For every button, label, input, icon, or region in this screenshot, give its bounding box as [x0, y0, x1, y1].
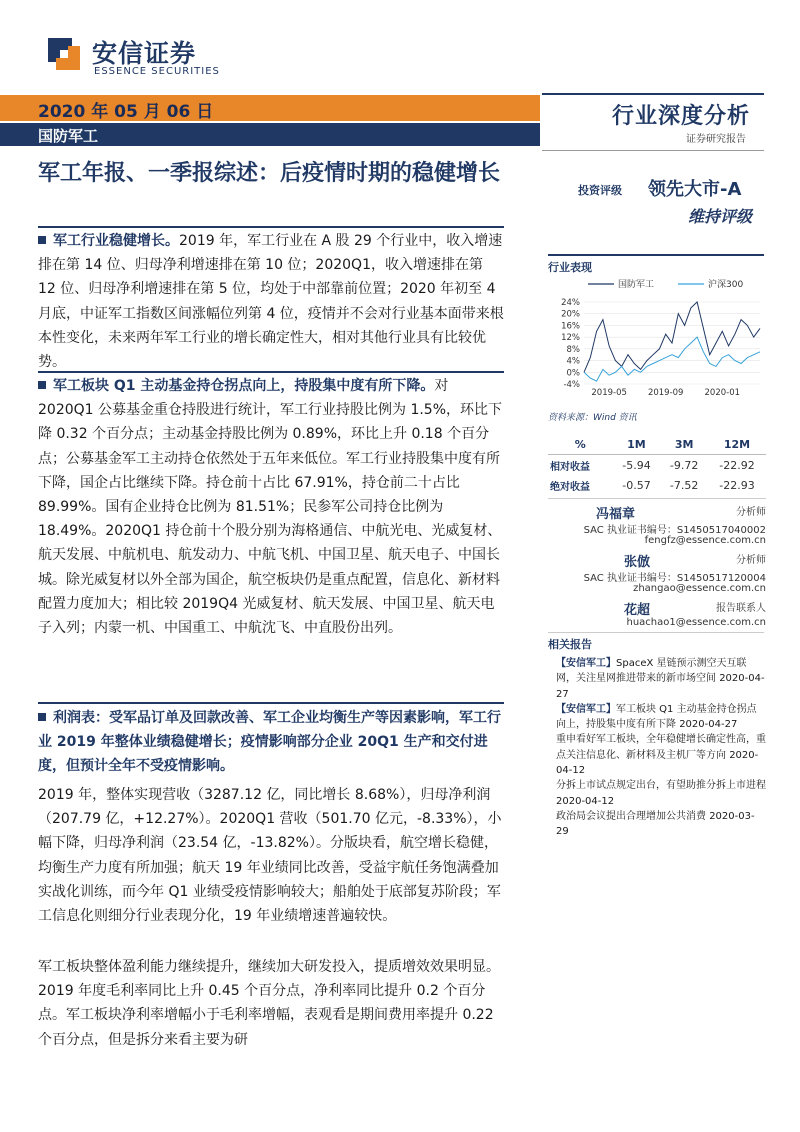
- y-tick-label: -4%: [563, 380, 580, 390]
- analyst-email[interactable]: fengfz@essence.com.cn: [644, 535, 766, 546]
- related-text: 政治局会议提出合理增加公共消费: [556, 810, 706, 822]
- table-header: 3M: [660, 434, 708, 455]
- section-lead: 利润表：受军品订单及回款改善、军工企业均衡生产等因素影响，军工行业 2019 年整体业绩稳健增长；疫情影响部分企业 20Q1 生产和交付进度，但预计全年不受疫情影响。: [38, 710, 501, 775]
- section-profit-lead: [38, 706, 504, 779]
- related-title: 相关报告: [548, 632, 764, 652]
- table-cell: -5.94: [622, 458, 651, 472]
- related-list: [556, 656, 766, 840]
- section-lead: 军工板块 Q1 主动基金持仓拐点向上，持股集中度有所下降。: [53, 378, 435, 394]
- table-cell: -9.72: [669, 458, 699, 472]
- related-date: 2020-04-27: [679, 719, 738, 731]
- y-tick-label: 4%: [566, 356, 580, 367]
- table-cell: -0.57: [622, 478, 651, 492]
- analyst-email[interactable]: huachao1@essence.com.cn: [626, 617, 766, 628]
- report-subtype: 证券研究报告: [686, 134, 746, 145]
- related-date: 2020-04-12: [556, 749, 759, 777]
- x-tick-label: 2019-09: [647, 388, 684, 398]
- x-tick-label: 2020-01: [704, 388, 741, 398]
- table-row: [548, 455, 766, 476]
- row-label: 相对收益: [550, 461, 590, 473]
- sector-name: 国防军工: [38, 127, 99, 145]
- related-text: 军工板块 Q1 主动基金持仓拐点向上，持股集中度有所下降: [556, 703, 757, 731]
- section-industry-growth: [38, 229, 504, 374]
- list-item[interactable]: [556, 656, 766, 702]
- analyst-name: 张倣: [624, 555, 651, 570]
- table-header: 1M: [613, 434, 661, 455]
- report-date: 2020 年 05 月 06 日: [38, 102, 214, 122]
- table-header: %: [548, 434, 613, 455]
- section-profit-para2: 军工板块整体盈利能力继续提升，继续加大研发投入，提质增效效果明显。2019 年度毛利率同比上升 0.45 个百分点，净利率同比提升 0.2 个百分点。军工板块净利率增幅小于毛利率增幅，表观看是期间费用率提升 0.22 个百分点，但是拆分来看主要为研: [38, 959, 500, 1048]
- bullet-icon: [38, 236, 46, 244]
- chart-source: 资料来源：Wind 资讯: [548, 413, 637, 423]
- table-header: 12M: [708, 434, 766, 455]
- y-tick-label: 8%: [566, 344, 580, 355]
- chart-title: 行业表现: [548, 254, 764, 275]
- y-tick-label: 0%: [566, 368, 580, 379]
- related-date: 2020-04-12: [556, 795, 615, 807]
- logo-en: ESSENCE SECURITIES: [94, 66, 220, 77]
- list-item[interactable]: [556, 809, 766, 840]
- analyst-block: [548, 498, 766, 631]
- legend-label: 国防军工: [618, 280, 655, 290]
- section-fund-holdings: [38, 374, 504, 640]
- related-tag: 【安信军工】: [556, 703, 616, 715]
- analyst-role: 分析师: [736, 507, 766, 518]
- rating-action: 维持评级: [688, 207, 753, 226]
- related-text: 重申看好军工板块，全年稳健增长确定性高，重点关注信息化、新材料及主机厂等方向: [556, 734, 766, 761]
- related-tag: 【安信军工】: [556, 658, 616, 669]
- list-item[interactable]: [556, 732, 766, 778]
- bullet-icon: [38, 713, 46, 721]
- row-label: 绝对收益: [550, 481, 590, 493]
- related-date: 2020-03-29: [556, 810, 755, 838]
- divider: [542, 93, 764, 95]
- section-text: 2019 年，军工行业在 A 股 29 个行业中，收入增速排在第 14 位、归母净利增速排在第 10 位；2020Q1，收入增速排在第 12 位、归母净利增速排在第 5 位，均处于中部靠前位置；2020 年初至 4 月底，中证军工指数区间涨幅位列第 4 位，疫情并不会对行业基本面带来根本性变化，未来两年军工行业的增长确定性大，相对其他行业具有比较优势。: [38, 233, 504, 371]
- table-row: [548, 475, 766, 495]
- related-text: SpaceX 星链预示测空天互联网，关注星网推进带来的新市场空间: [556, 658, 747, 685]
- analyst-role: 报告联系人: [716, 603, 766, 614]
- legend-label: 沪深300: [708, 280, 744, 290]
- divider: [38, 702, 504, 704]
- industry-performance-chart: [548, 272, 766, 402]
- rating-value: 领先大市-A: [648, 179, 742, 200]
- logo-mark-icon: [44, 34, 84, 74]
- y-tick-label: 16%: [561, 321, 580, 332]
- y-tick-label: 24%: [561, 298, 580, 308]
- report-type: 行业深度分析: [612, 104, 751, 129]
- related-text: 分拆上市试点规定出台，有望助推分拆上市进程: [556, 780, 766, 792]
- rating-label: 投资评级: [578, 184, 622, 197]
- list-item[interactable]: [556, 778, 766, 809]
- analyst-name: 花超: [624, 603, 651, 618]
- y-tick-label: 20%: [561, 309, 580, 320]
- table-cell: -22.93: [719, 478, 755, 492]
- related-date: 2020-04-27: [556, 673, 765, 700]
- y-tick-label: 12%: [561, 333, 580, 344]
- analyst-sac: SAC 执业证书编号：S1450517120004: [583, 573, 766, 584]
- section-text: 对 2020Q1 公募基金重仓持股进行统计，军工行业持股比例为 1.5%，环比下降 0.32 个百分点；主动基金持股比例为 0.89%，环比上升 0.18 个百分点；公募基金军工主动持仓依然处于五年来低位。军工行业持股集中度有所下降，国企占比继续下降。持仓前十占比 67.91%，持仓前二十占比 89.99%。国有企业持仓比例为 81.51%；民参军公司持仓比例为 18.49%。2020Q1 持仓前十个股分别为海格通信、中航光电、光威复材、航天发展、中航机电、航发动力、中航飞机、中国卫星、航天电子、中国长城。除光威复材以外全部为国企，航空板块仍是重点配置，信息化、新材料配置力度加大；相比较 2019Q4 光威复材、航天发展、中国卫星、航天电子入列；内蒙一机、中国重工、中航沈飞、中直股份出列。: [38, 378, 503, 637]
- divider: [38, 226, 504, 228]
- section-profit-para1: 2019 年，整体实现营收（3287.12 亿，同比增长 8.68%），归母净利润（207.79 亿，+12.27%）。2020Q1 营收（501.70 亿元，-8.33%），小幅下降，归母净利润（23.54 亿，-13.82%）。分版块看，航空增长稳健，均衡生产力度有所加强；航天 19 年业绩同比改善，受益宇航任务饱满叠加实战化训练，而今年 Q1 业绩受疫情影响较大；船舶处于底部复苏阶段；军工信息化则细分行业表现分化，19 年业绩增速普遍较快。: [38, 787, 502, 925]
- section-lead: 军工行业稳健增长。: [53, 233, 179, 249]
- table-header-row: [548, 434, 766, 455]
- analyst-sac: SAC 执业证书编号：S1450517040002: [583, 525, 766, 536]
- page-title: 军工年报、一季报综述：后疫情时期的稳健增长: [38, 161, 501, 186]
- list-item[interactable]: [556, 702, 766, 733]
- divider: [542, 150, 764, 151]
- analyst-name: 冯福章: [596, 507, 636, 522]
- analyst-role: 分析师: [736, 555, 766, 566]
- analyst-email[interactable]: zhangao@essence.com.cn: [633, 583, 766, 594]
- logo-cn: 安信证券: [92, 39, 197, 68]
- bullet-icon: [38, 381, 46, 389]
- performance-table: [548, 434, 766, 495]
- divider: [38, 371, 504, 373]
- table-cell: -7.52: [669, 478, 699, 492]
- table-cell: -22.92: [719, 458, 755, 472]
- x-tick-label: 2019-05: [591, 388, 627, 398]
